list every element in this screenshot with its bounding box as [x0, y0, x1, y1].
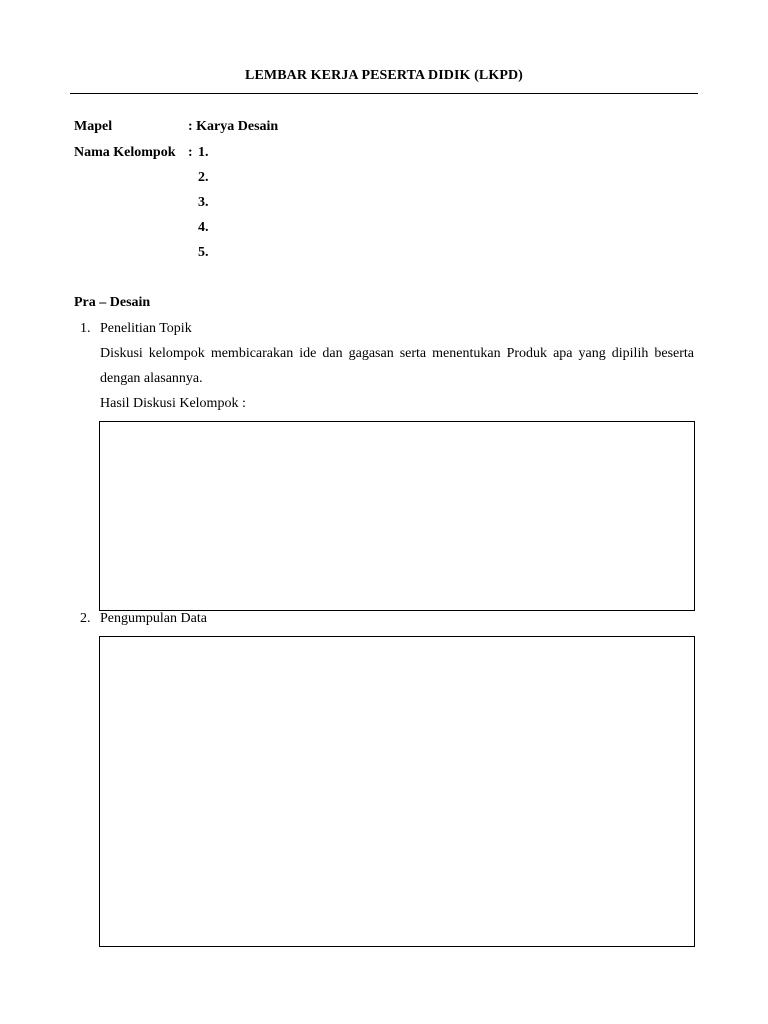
member-number: 2.: [198, 170, 209, 185]
result-label: Hasil Diskusi Kelompok :: [100, 396, 246, 411]
item-title: Penelitian Topik: [100, 321, 192, 336]
member-number: 5.: [198, 245, 209, 260]
kelompok-colon: :: [188, 145, 193, 160]
item-number: 1.: [80, 321, 91, 336]
item-number: 2.: [80, 611, 91, 626]
kelompok-label: Nama Kelompok: [74, 145, 176, 160]
page-title: LEMBAR KERJA PESERTA DIDIK (LKPD): [245, 68, 523, 83]
mapel-label: Mapel: [74, 119, 113, 134]
member-number: 3.: [198, 195, 209, 210]
item-title: Pengumpulan Data: [100, 611, 207, 626]
member-number: 4.: [198, 220, 209, 235]
member-number: 1.: [198, 145, 209, 160]
title-divider: [70, 93, 698, 94]
discussion-answer-box[interactable]: [99, 421, 695, 611]
item-description: Diskusi kelompok membicarakan ide dan gagasan serta menentukan Produk apa yang dipilih beserta dengan alasannya.: [100, 346, 694, 386]
section-heading: Pra – Desain: [74, 295, 151, 310]
data-collection-answer-box[interactable]: [99, 636, 695, 947]
mapel-value: : Karya Desain: [188, 119, 279, 134]
